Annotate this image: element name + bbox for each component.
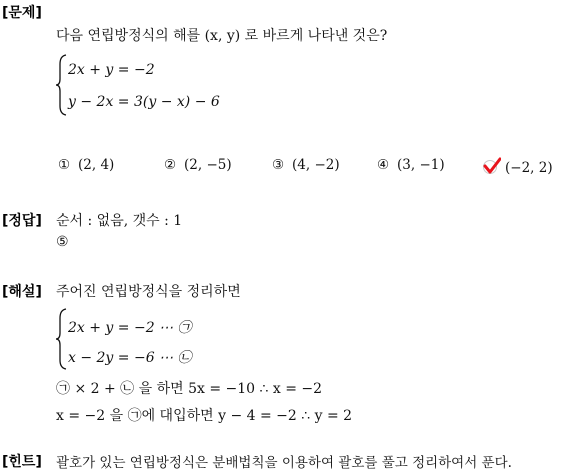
choice-1[interactable] bbox=[56, 157, 114, 173]
problem-equation-2: y − 2x = 3(y − x) − 6 bbox=[68, 94, 220, 110]
explanation-intro: 주어진 연립방정식을 정리하면 bbox=[56, 284, 241, 300]
choice-5[interactable] bbox=[483, 157, 553, 176]
choice-2-text: (2, −5) bbox=[184, 157, 232, 173]
choice-4[interactable] bbox=[375, 157, 445, 173]
answer-value: ⑤ bbox=[56, 234, 69, 250]
system-brace bbox=[56, 54, 68, 116]
explanation-equation-2: x − 2y = −6 ⋯ ㉡ bbox=[68, 350, 192, 366]
choice-1-text: (2, 4) bbox=[78, 157, 115, 173]
choice-3-mark: ③ bbox=[271, 157, 285, 173]
choice-3-text: (4, −2) bbox=[292, 157, 340, 173]
answer-label: [정답] bbox=[2, 213, 42, 229]
choice-4-mark: ④ bbox=[376, 157, 390, 173]
question-text: 다음 연립방정식의 해를 (x, y) 로 바르게 나타낸 것은? bbox=[56, 28, 388, 44]
choice-4-text: (3, −1) bbox=[397, 157, 445, 173]
explanation-label: [해설] bbox=[2, 284, 42, 300]
choice-2[interactable] bbox=[162, 157, 232, 173]
choice-5-text: (−2, 2) bbox=[505, 160, 553, 176]
explanation-equation-1: 2x + y = −2 ⋯ ㉠ bbox=[68, 320, 192, 336]
explanation-system-brace bbox=[56, 308, 68, 370]
choice-1-mark: ① bbox=[57, 157, 71, 173]
problem-label: [문제] bbox=[2, 5, 42, 21]
explanation-step-1: ㉠ × 2 + ㉡ 을 하면 5x = −10 ∴ x = −2 bbox=[56, 381, 323, 397]
choice-3[interactable] bbox=[270, 157, 340, 173]
explanation-step-2: x = −2 을 ㉠에 대입하면 y − 4 = −2 ∴ y = 2 bbox=[56, 408, 353, 424]
choice-2-mark: ② bbox=[163, 157, 177, 173]
problem-equation-1: 2x + y = −2 bbox=[68, 62, 155, 78]
answer-info: 순서 : 없음, 갯수 : 1 bbox=[56, 213, 183, 229]
hint-label: [힌트] bbox=[2, 454, 42, 470]
red-checkmark-icon bbox=[483, 157, 501, 175]
hint-text: 괄호가 있는 연립방정식은 분배법칙을 이용하여 괄호를 풀고 정리하여서 푼다. bbox=[56, 455, 512, 471]
